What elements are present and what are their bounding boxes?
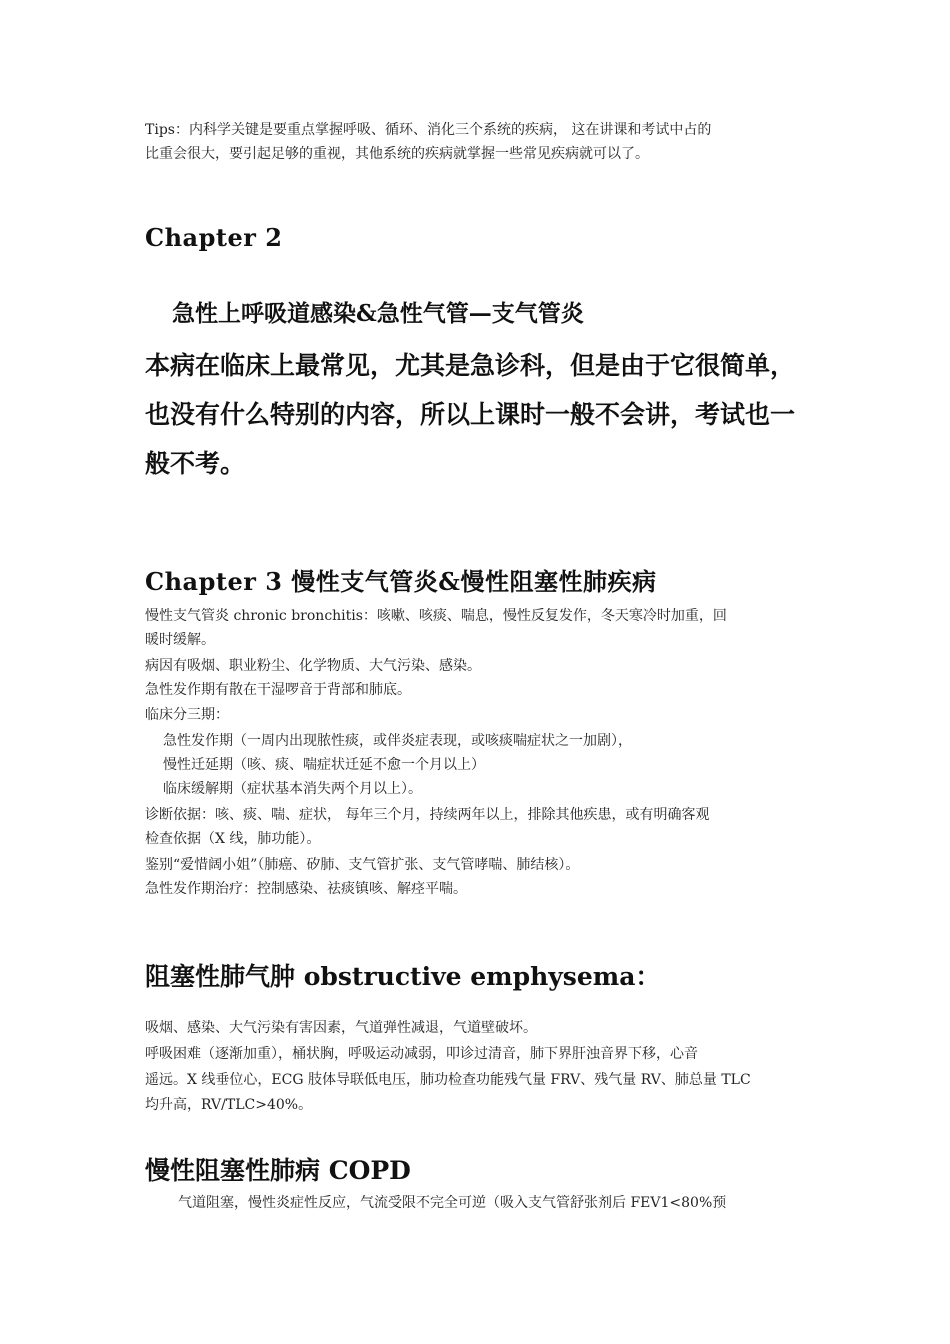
chapter3-treatment: 急性发作期治疗：控制感染、祛痰镇咳、解痉平喘。 bbox=[145, 881, 467, 897]
chapter3-stage-3: 临床缓解期（症状基本消失两个月以上）。 bbox=[163, 781, 422, 797]
chapter3-line-3: 病因有吸烟、职业粉尘、化学物质、大气污染、感染。 bbox=[145, 658, 481, 674]
chapter2-body-line-2: 也没有什么特别的内容，所以上课时一般不会讲，考试也一 bbox=[145, 400, 796, 429]
emphysema-line-4: 均升高，RV/TLC>40%。 bbox=[145, 1097, 313, 1113]
chapter3-stage-1: 急性发作期（一周内出现脓性痰，或伴炎症表现，或咳痰喘症状之一加剧）， bbox=[163, 733, 632, 749]
chapter2-subtitle: 急性上呼吸道感染&急性气管—支气管炎 bbox=[172, 300, 584, 327]
emphysema-heading: 阻塞性肺气肿 obstructive emphysema： bbox=[145, 962, 661, 991]
tips-line-2: 比重会很大，要引起足够的重视，其他系统的疾病就掌握一些常见疾病就可以了。 bbox=[145, 146, 649, 162]
tips-line-1: Tips：内科学关键是要重点掌握呼吸、循环、消化三个系统的疾病， 这在讲课和考试中占的 bbox=[145, 122, 712, 138]
chapter3-stage-2: 慢性迁延期（咳、痰、喘症状迁延不愈一个月以上） bbox=[163, 757, 485, 773]
chapter2-heading: Chapter 2 bbox=[145, 223, 283, 252]
copd-line-1: 气道阻塞，慢性炎症性反应，气流受限不完全可逆（吸入支气管舒张剂后 FEV1<80%预 bbox=[178, 1195, 727, 1211]
chapter2-body-line-1: 本病在临床上最常见，尤其是急诊科，但是由于它很简单， bbox=[145, 351, 796, 380]
copd-heading: 慢性阻塞性肺病 COPD bbox=[145, 1156, 411, 1185]
chapter3-line-5: 临床分三期： bbox=[145, 707, 229, 723]
chapter3-differential: 鉴别“爱惜阔小姐”（肺癌、矽肺、支气管扩张、支气管哮喘、肺结核）。 bbox=[145, 857, 580, 873]
chapter3-line-2: 暖时缓解。 bbox=[145, 632, 215, 648]
chapter3-line-4: 急性发作期有散在干湿啰音于背部和肺底。 bbox=[145, 682, 411, 698]
emphysema-line-2: 呼吸困难（逐渐加重），桶状胸，呼吸运动减弱，叩诊过清音，肺下界肝浊音界下移，心音 bbox=[145, 1046, 698, 1062]
chapter3-diagnosis-line-2: 检查依据（X 线，肺功能）。 bbox=[145, 831, 321, 847]
chapter3-diagnosis-line-1: 诊断依据：咳、痰、喘、症状， 每年三个月，持续两年以上，排除其他疾患，或有明确客观 bbox=[145, 807, 710, 823]
chapter3-line-1: 慢性支气管炎 chronic bronchitis：咳嗽、咳痰、喘息，慢性反复发作，冬天寒冷时加重，回 bbox=[145, 608, 727, 624]
chapter3-heading: Chapter 3 慢性支气管炎&慢性阻塞性肺疾病 bbox=[145, 567, 657, 596]
emphysema-line-3: 遥远。X 线垂位心，ECG 肢体导联低电压，肺功检查功能残气量 FRV、残气量 RV、肺总量 TLC bbox=[145, 1072, 751, 1088]
chapter2-body-line-3: 般不考。 bbox=[145, 449, 246, 478]
emphysema-line-1: 吸烟、感染、大气污染有害因素，气道弹性减退，气道壁破坏。 bbox=[145, 1020, 537, 1036]
